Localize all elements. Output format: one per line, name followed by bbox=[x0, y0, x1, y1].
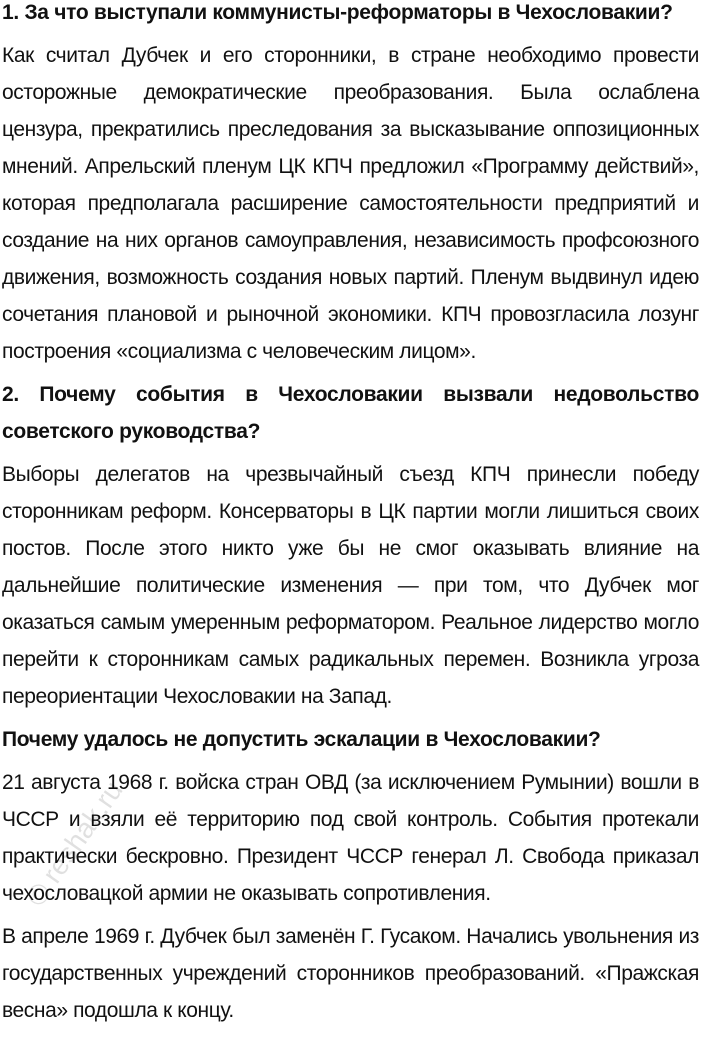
question-heading-1: 1. За что выступали коммунисты-реформаторы в Чехословакии? bbox=[2, 1, 673, 24]
question-heading-2: 2. Почему события в Чехословакии вызвали недовольство советского руководства? bbox=[2, 383, 699, 443]
answer-paragraph-2: Выборы делегатов на чрезвычайный съезд КПЧ принесли победу сторонникам реформ. Консерваторы в ЦК партии могли лишиться своих постов. После этого никто уже бы не смог оказывать влияние на дальнейшие политические изменения — при том, что Дубчек мог оказаться самым умеренным реформатором. Реальное лидерство могло перейти к сторонникам самых радикальных перемен. Возникла угроза переориентации Чехословакии на Запад. bbox=[2, 463, 699, 708]
answer-paragraph-3a: 21 августа 1968 г. войска стран ОВД (за исключением Румынии) вошли в ЧССР и взяли её территорию под свой контроль. События протекали практически бескровно. Президент ЧССР генерал Л. Свобода приказал чехословацкой армии не оказывать сопротивления. bbox=[2, 771, 699, 905]
answer-paragraph-1: Как считал Дубчек и его сторонники, в стране необходимо провести осторожные демократические преобразования. Была ослаблена цензура, прекратились преследования за высказывание оппозиционных мнений. Апрельский пленум ЦК КПЧ предложил «Программу действий», которая предполагала расширение самостоятельности предприятий и создание на них органов самоуправления, независимость профсоюзного движения, возможность создания новых партий. Пленум выдвинул идею сочетания плановой и рыночной экономики. КПЧ провозгласила лозунг построения «социализма с человеческим лицом». bbox=[2, 44, 699, 363]
answer-paragraph-3b: В апреле 1969 г. Дубчек был заменён Г. Гусаком. Начались увольнения из государственных учреждений сторонников преобразований. «Пражская весна» подошла к концу. bbox=[2, 925, 699, 1022]
watermark: © reshak.ru bbox=[20, 775, 129, 912]
question-heading-3: Почему удалось не допустить эскалации в Чехословакии? bbox=[2, 728, 601, 751]
